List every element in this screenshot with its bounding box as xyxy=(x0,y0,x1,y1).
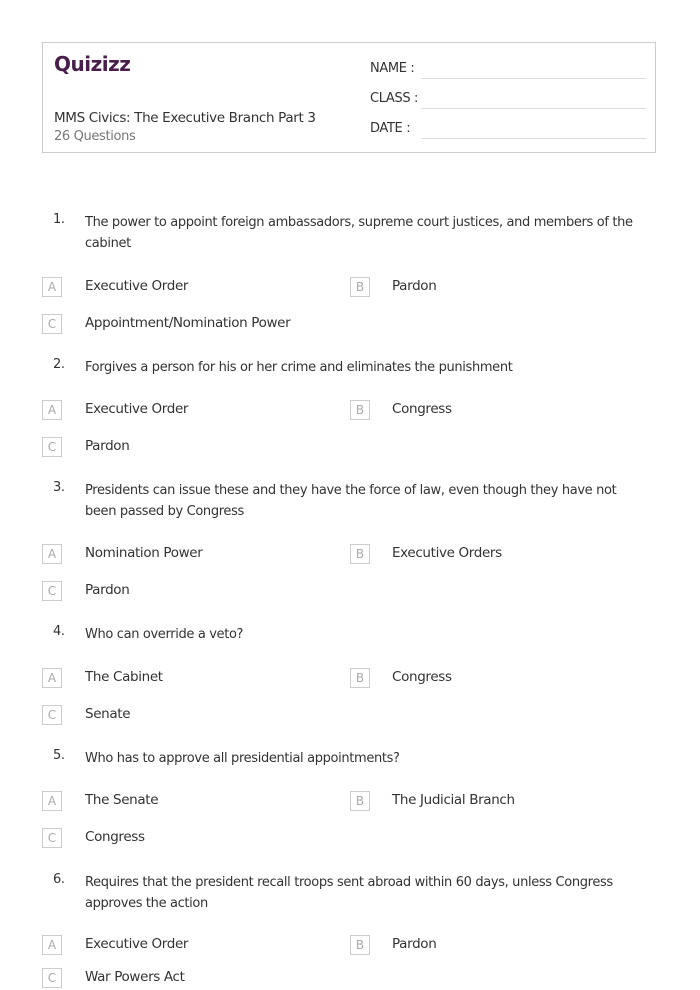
date-label: DATE : xyxy=(370,121,411,136)
option-text-a: Nomination Power xyxy=(85,545,203,561)
option-text-c: Pardon xyxy=(85,438,130,454)
option-text-a: The Cabinet xyxy=(85,669,163,685)
option-text-b: Congress xyxy=(392,401,452,417)
question-text: Who can override a veto? xyxy=(85,627,244,642)
option-text-b: Pardon xyxy=(392,278,437,294)
class-line xyxy=(421,108,646,109)
class-label: CLASS : xyxy=(370,91,419,106)
class-field[interactable] xyxy=(370,89,646,109)
question-number: 4. xyxy=(53,624,65,639)
option-box-b[interactable]: B xyxy=(350,668,370,688)
question-text: The power to appoint foreign ambassadors, supreme court justices, and members of the cabinet xyxy=(85,215,633,251)
option-text-a: Executive Order xyxy=(85,936,189,952)
option-text-b: Executive Orders xyxy=(392,545,502,561)
option-text-b: The Judicial Branch xyxy=(392,792,515,808)
question-number: 5. xyxy=(53,748,65,763)
option-text-b: Congress xyxy=(392,669,452,685)
question-number: 6. xyxy=(53,872,65,887)
option-text-c: War Powers Act xyxy=(85,969,185,985)
worksheet-title: MMS Civics: The Executive Branch Part 3 xyxy=(54,110,316,126)
option-text-c: Senate xyxy=(85,706,131,722)
option-box-b[interactable]: B xyxy=(350,400,370,420)
option-text-c: Congress xyxy=(85,829,145,845)
option-box-c[interactable]: C xyxy=(42,314,62,334)
name-field[interactable] xyxy=(370,59,646,79)
question-number: 2. xyxy=(53,357,65,372)
option-box-b[interactable]: B xyxy=(350,791,370,811)
question-text: Requires that the president recall troops sent abroad within 60 days, unless Congress approves the action xyxy=(85,875,613,911)
option-box-c[interactable]: C xyxy=(42,828,62,848)
option-box-a[interactable]: A xyxy=(42,935,62,955)
option-box-a[interactable]: A xyxy=(42,277,62,297)
option-text-c: Appointment/Nomination Power xyxy=(85,315,291,331)
option-text-c: Pardon xyxy=(85,582,130,598)
option-box-a[interactable]: A xyxy=(42,400,62,420)
option-box-c[interactable]: C xyxy=(42,705,62,725)
question-text: Who has to approve all presidential appointments? xyxy=(85,751,400,766)
question-text: Forgives a person for his or her crime and eliminates the punishment xyxy=(85,360,513,375)
quizizz-logo: Quizizz xyxy=(54,52,131,76)
option-box-c[interactable]: C xyxy=(42,581,62,601)
option-text-b: Pardon xyxy=(392,936,437,952)
option-box-a[interactable]: A xyxy=(42,668,62,688)
name-line xyxy=(421,78,646,79)
option-box-a[interactable]: A xyxy=(42,791,62,811)
question-number: 3. xyxy=(53,480,65,495)
option-box-b[interactable]: B xyxy=(350,544,370,564)
date-field[interactable] xyxy=(370,119,646,139)
worksheet-header xyxy=(42,42,656,153)
option-text-a: The Senate xyxy=(85,792,159,808)
option-box-a[interactable]: A xyxy=(42,544,62,564)
question-text: Presidents can issue these and they have the force of law, even though they have not been passed by Congress xyxy=(85,483,617,519)
option-box-c[interactable]: C xyxy=(42,968,62,988)
option-box-b[interactable]: B xyxy=(350,935,370,955)
name-label: NAME : xyxy=(370,61,415,76)
question-count: 26 Questions xyxy=(54,129,136,144)
option-text-a: Executive Order xyxy=(85,401,189,417)
date-line xyxy=(421,138,646,139)
option-box-c[interactable]: C xyxy=(42,437,62,457)
option-box-b[interactable]: B xyxy=(350,277,370,297)
option-text-a: Executive Order xyxy=(85,278,189,294)
question-number: 1. xyxy=(53,212,65,227)
